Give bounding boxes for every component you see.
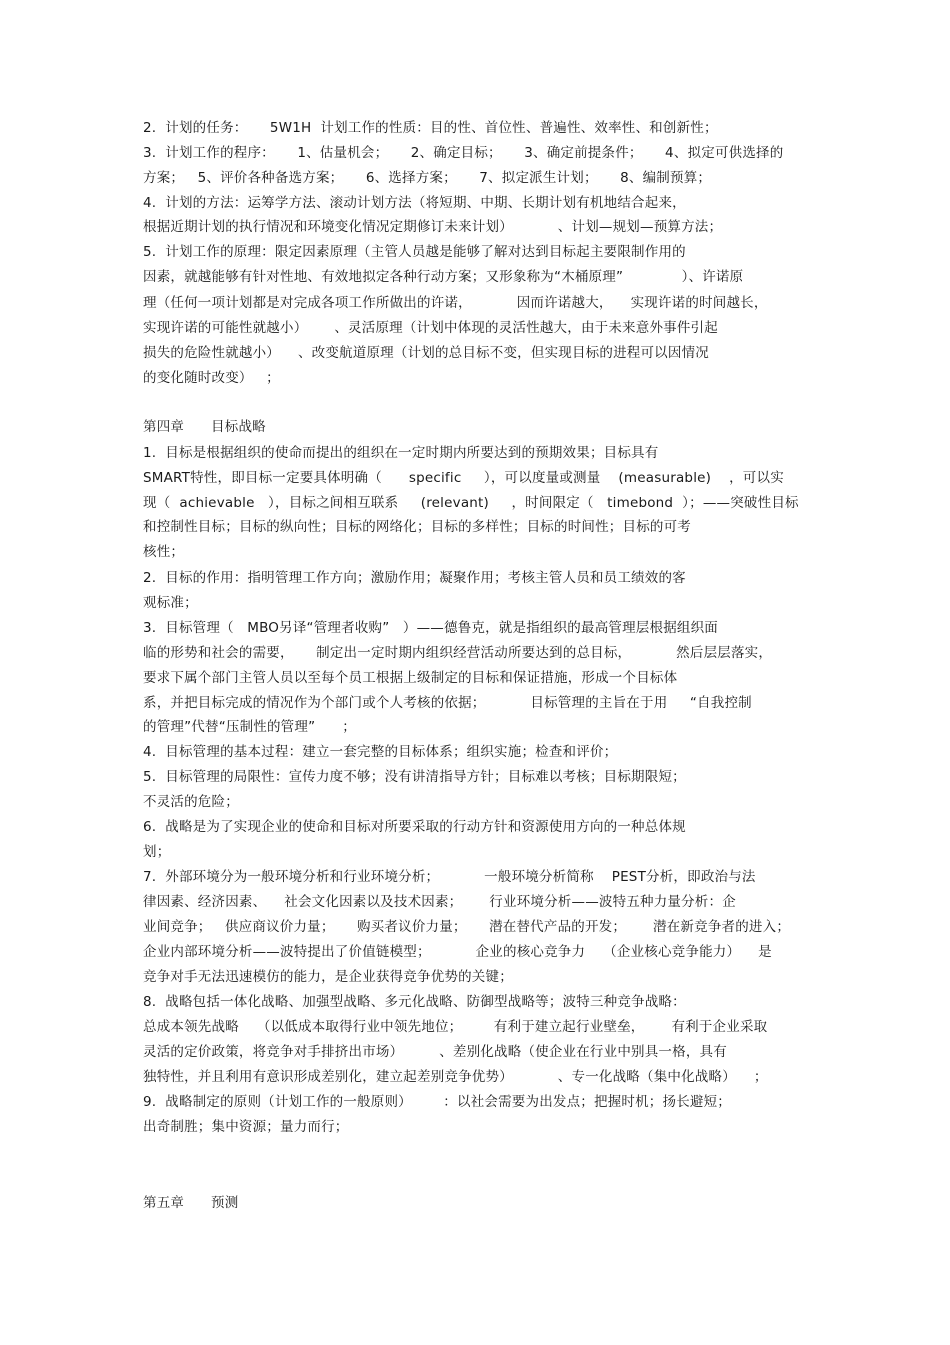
text-line: 要求下属个部门主管人员以至每个员工根据上级制定的目标和保证措施，形成一个目标体 (143, 670, 678, 686)
text-line: 2. 计划的任务： 5W1H 计划工作的性质：目的性、首位性、普遍性、效率性、和创新性； (143, 120, 718, 136)
text-line: 划； (143, 844, 171, 860)
text-line: 总成本领先战略 （以低成本取得行业中领先地位； 有利于建立起行业壁垒， 有利于企业采取 (143, 1019, 768, 1035)
text-line: 方案； 5、评价各种备选方案； 6、选择方案； 7、拟定派生计划； 8、编制预算； (143, 170, 712, 186)
text-line: 独特性，并且利用有意识形成差别化，建立起差别竞争优势） 、专一化战略（集中化战略） ； (143, 1069, 768, 1085)
text-line: 业间竞争； 供应商议价力量； 购买者议价力量； 潜在替代产品的开发； 潜在新竞争者的进入； (143, 919, 791, 935)
text-line: 3. 目标管理（ MBO另译“管理者收购” ）——德鲁克，就是指组织的最高管理层根据组织面 (143, 620, 718, 636)
text-line: 损失的危险性就越小） 、改变航道原理（计划的总目标不变，但实现目标的进程可以因情况 (143, 345, 709, 361)
text-line: 1. 目标是根据组织的使命而提出的组织在一定时期内所要达到的预期效果；目标具有 (143, 445, 659, 461)
text-line: 5. 目标管理的局限性：宣传力度不够；没有讲清指导方针；目标难以考核；目标期限短； (143, 769, 686, 785)
text-line: 的管理”代替“压制性的管理” ； (143, 719, 356, 735)
text-line: 2. 目标的作用：指明管理工作方向；激励作用；凝聚作用；考核主管人员和员工绩效的客 (143, 570, 686, 586)
text-line: 核性； (143, 544, 185, 560)
text-line: 观标准； (143, 595, 198, 611)
text-line: 4. 目标管理的基本过程：建立一套完整的目标体系；组织实施；检查和评价； (143, 744, 618, 760)
text-line: 因素，就越能够有针对性地、有效地拟定各种行动方案；又形象称为“木桶原理” ）、许诺原 (143, 269, 744, 285)
text-line: 6. 战略是为了实现企业的使命和目标对所要采取的行动方针和资源使用方向的一种总体规 (143, 819, 686, 835)
text-line: 和控制性目标；目标的纵向性；目标的网络化；目标的多样性；目标的时间性；目标的可考 (143, 519, 691, 535)
text-line: 灵活的定价政策，将竞争对手排挤出市场） 、差别化战略（使企业在行业中别具一格，具有 (143, 1044, 727, 1060)
text-line: 不灵活的危险； (143, 794, 239, 810)
text-line: 竞争对手无法迅速模仿的能力，是企业获得竞争优势的关键； (143, 969, 513, 985)
text-line: 律因素、经济因素、 社会文化因素以及技术因素； 行业环境分析——波特五种力量分析：企 (143, 894, 736, 910)
chapter-heading: 第四章 目标战略 (143, 419, 266, 435)
text-line: 临的形势和社会的需要， 制定出一定时期内组织经营活动所要达到的总目标， 然后层层落实， (143, 645, 773, 661)
text-line: 9. 战略制定的原则（计划工作的一般原则） ：以社会需要为出发点；把握时机；扬长避短； (143, 1094, 732, 1110)
text-line: 系，并把目标完成的情况作为个部门或个人考核的依据； 目标管理的主旨在于用 “自我控制 (143, 695, 752, 711)
text-line: 3. 计划工作的程序： 1、估量机会； 2、确定目标； 3、确定前提条件； 4、拟定可供选择的 (143, 145, 784, 161)
text-line: 实现许诺的可能性就越小） 、灵活原理（计划中体现的灵活性越大，由于未来意外事件引起 (143, 320, 718, 336)
text-line: 企业内部环境分析——波特提出了价值链模型； 企业的核心竞争力 （企业核心竞争能力） 是 (143, 944, 772, 960)
text-line: SMART特性，即目标一定要具体明确（ specific ），可以度量或测量 (measurable) ，可以实 (143, 470, 784, 486)
text-line: 7. 外部环境分为一般环境分析和行业环境分析； 一般环境分析简称 PEST分析，即政治与法 (143, 869, 756, 885)
text-line: 4. 计划的方法：运筹学方法、滚动计划方法（将短期、中期、长期计划有机地结合起来， (143, 195, 686, 211)
text-line: 5. 计划工作的原理：限定因素原理（主管人员越是能够了解对达到目标起主要限制作用的 (143, 244, 686, 260)
text-line: 出奇制胜；集中资源；量力而行； (143, 1119, 349, 1135)
chapter-heading: 第五章 预测 (143, 1195, 239, 1211)
text-line: 8. 战略包括一体化战略、加强型战略、多元化战略、防御型战略等；波特三种竞争战略： (143, 994, 686, 1010)
text-line: 根据近期计划的执行情况和环境变化情况定期修订未来计划） 、计划—规划—预算方法； (143, 219, 723, 235)
text-line: 理（任何一项计划都是对完成各项工作所做出的许诺， 因而许诺越大， 实现许诺的时间越长， (143, 295, 768, 311)
text-line: 现（ achievable ），目标之间相互联系 (relevant) ，时间限定（ timebond ）；——突破性目标 (143, 495, 799, 511)
text-line: 的变化随时改变） ； (143, 370, 280, 386)
